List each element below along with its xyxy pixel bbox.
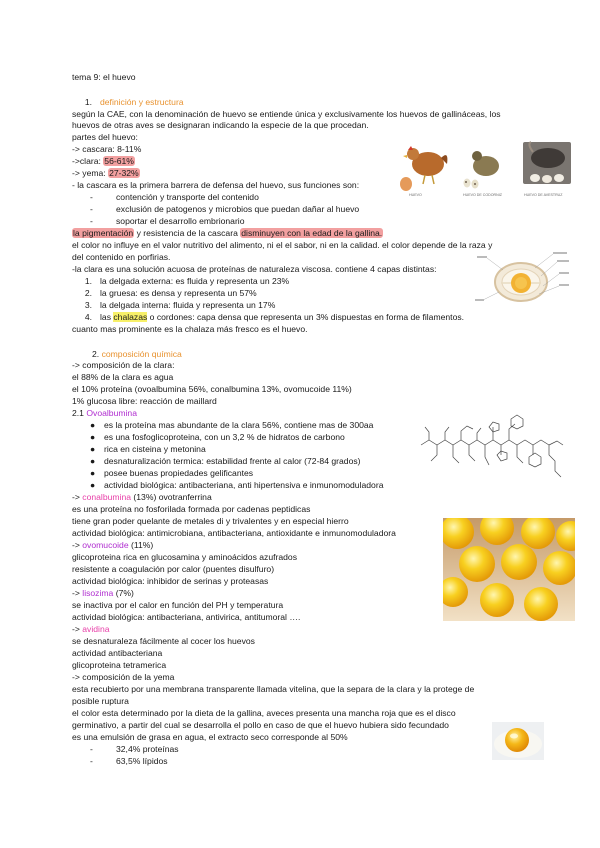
paragraph: actividad biológica: antibacteriana, antivirica, antitumoral …. [72,612,301,622]
list-item: - soportar el desarrollo embrionario [90,216,245,226]
paragraph: - la cascara es la primera barrera de defensa del huevo, sus funciones son: [72,180,360,190]
list-item: - 32,4% proteínas [90,744,179,754]
list-item: 4. las chalazas o cordones: capa densa que representa un 3% dispuestas en forma de filamentos. [84,312,465,322]
highlight: chalazas [113,312,148,322]
paragraph: glicoproteina tetramerica [72,660,167,670]
paragraph: -> composición de la clara: [72,360,175,370]
paragraph: el 88% de la clara es agua [72,372,174,382]
section-number: 1. [84,97,92,107]
paragraph: actividad biológica: inhibidor de serinas y proteasas [72,576,269,586]
label: ->clara: [72,156,104,166]
paragraph: del contenido en porfirias. [72,252,171,262]
paragraph: tiene gran poder quelante de metales di y trivalentes y en especial hierro [72,516,349,526]
list-item: - exclusión de patogenos y microbios que puedan dañar al huevo [90,204,360,214]
list-item: ● posee buenas propiedades gelificantes [90,468,254,478]
paragraph: actividad biológica: antimicrobiana, antibacteriana, antioxidante e inmunomoduladora [72,528,396,538]
section-1-heading [72,97,184,108]
paragraph: -> composición de la yema [72,672,175,682]
paragraph: el color no influye en el valor nutritivo del alimento, ni el el sabor, ni en la calidad. el color depende de la raza y [72,240,493,250]
heading-text: definición y estructura [100,97,184,107]
paragraph: resistente a coagulación por calor (puentes disulfuro) [72,564,275,574]
paragraph: actividad antibacteriana [72,648,163,658]
paragraph: -la clara es una solución acuosa de proteínas de naturaleza viscosa. contiene 4 capas distintas: [72,264,437,274]
subheading: -> lisozima (7%) [72,588,134,598]
paragraph: posible ruptura [72,696,129,706]
paragraph: se desnaturaleza fácilmente al cocer los huevos [72,636,255,646]
paragraph: huevos de otras aves se designaran indicando la especie de la que procedan. [72,120,369,130]
highlight: 56-61% [104,156,134,166]
list-item: - 63,5% lípidos [90,756,168,766]
label: -> yema: [72,168,109,178]
paragraph: germinativo, a partir del cual se desarrolla el pollo en caso de que el huevo hubiera sido fecundado [72,720,449,730]
list-item: 2. la gruesa: es densa y representa un 57% [84,288,257,298]
bird-photos-strip [383,140,573,202]
highlight: 27-32% [109,168,139,178]
egg-diagram [475,250,571,310]
paragraph: el 10% proteína (ovoalbumina 56%, conalbumina 13%, ovomucoide 11%) [72,384,352,394]
list-item: ● rica en cisteina y metonina [90,444,206,454]
list-item: 1. la delgada externa: es fluida y representa un 23% [84,276,290,286]
subheading: -> avidina [72,624,110,634]
subheading: 2.1 Ovoalbumina [72,408,137,418]
paragraph: el color esta determinado por la dieta de la gallina, aveces presenta una mancha roja que es el disco [72,708,456,718]
paragraph: cuanto mas prominente es la chalaza más fresco es el huevo. [72,324,308,334]
caption: HUEVO DE CODORNIZ [463,193,502,197]
paragraph: esta recubierto por una membrana transparente llamada vitelina, que la separa de la clara y la protege de [72,684,475,694]
paragraph: partes del huevo: [72,132,138,142]
section-2-heading [92,349,182,360]
paragraph: según la CAE, con la denominación de huevo se entiende única y exclusivamente los huevos de gallináceas, los [72,109,501,119]
list-item: - contención y transporte del contenido [90,192,259,202]
list-item [72,168,140,179]
caption: HUEVO [409,193,422,197]
molecule-structure [415,405,575,483]
egg-yolks-photo [443,518,575,621]
list-item: ● desnaturalización termica: estabilidad frente al calor (72-84 grados) [90,456,361,466]
subheading: -> conalbumina (13%) ovotranferrina [72,492,212,502]
paragraph: glicoproteina rica en glucosamina y aminoácidos azufrados [72,552,297,562]
section-number: 2. [92,349,100,359]
highlight: la pigmentación [73,228,134,238]
list-item: ● actividad biológica: antibacteriana, anti hipertensiva e inmunomoduladora [90,480,384,490]
list-item [72,156,135,167]
paragraph: 1% glucosa libre: reacción de maillard [72,396,217,406]
paragraph: la pigmentación y resistencia de la cascara disminuyen con la edad de la gallina. [73,228,383,238]
single-yolk-photo [492,722,544,760]
list-item: ● es la proteína mas abundante de la clara 56%, contiene mas de 300aa [90,420,374,430]
list-item: 3. la delgada interna: fluida y representa un 17% [84,300,276,310]
page-title: tema 9: el huevo [72,72,136,82]
subheading: -> ovomucoide (11%) [72,540,154,550]
heading-text: composición química [101,349,182,359]
list-item: -> cascara: 8-11% [72,144,142,154]
highlight: disminuyen con la edad de la gallina. [241,228,383,238]
list-item: ● es una fosfoglicoproteina, con un 3,2 % de hidratos de carbono [90,432,345,442]
caption: HUEVO DE AVESTRUZ [524,193,563,197]
paragraph: es una emulsión de grasa en agua, el extracto seco corresponde al 50% [72,732,348,742]
paragraph: es una proteína no fosforilada formada por cadenas peptidicas [72,504,311,514]
paragraph: se inactiva por el calor en función del PH y temperatura [72,600,284,610]
